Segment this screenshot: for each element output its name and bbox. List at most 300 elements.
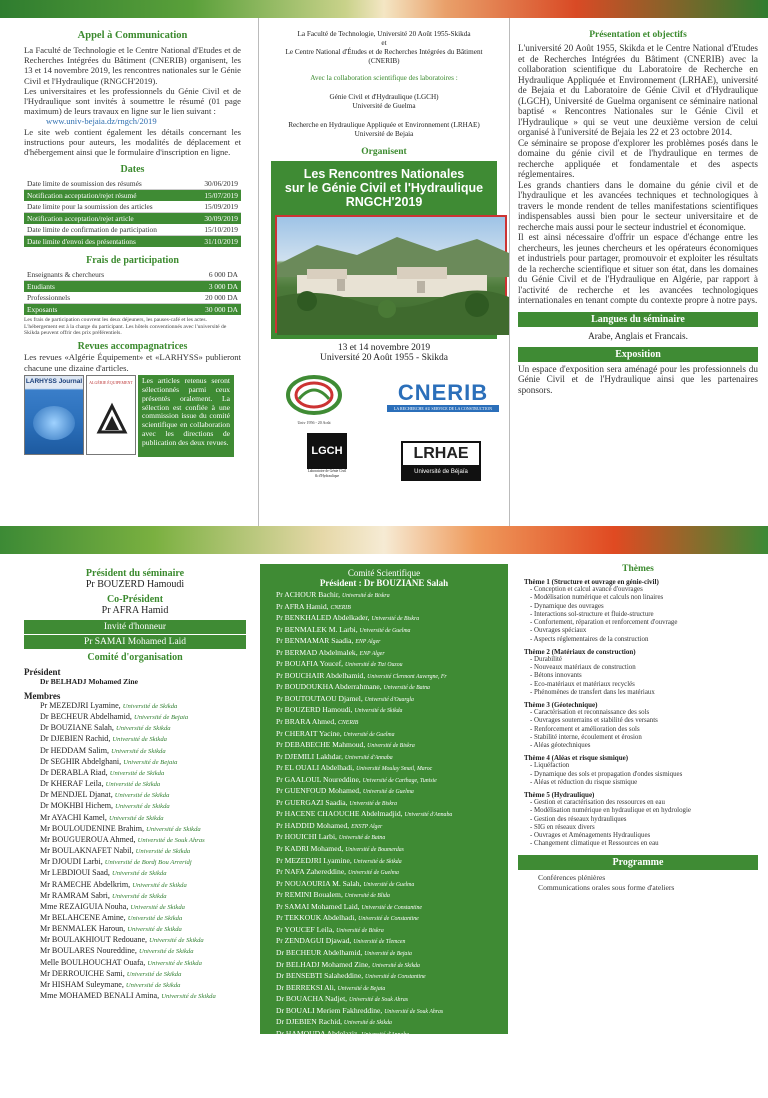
- theme-item-label: Ouvrages souterrains et stabilité des versants: [534, 717, 658, 725]
- collaboration-label: Avec la collaboration scientifique des laboratoires :: [310, 74, 458, 82]
- lab-2: Recherche en Hydraulique Appliquée et Environnement (LRHAE): [288, 121, 480, 129]
- theme-item-label: Phénomènes de transfert dans les matériaux: [534, 688, 655, 696]
- list-item: [260, 902, 508, 914]
- member-name: Mr RAMECHE Abdelkrim,: [40, 879, 131, 889]
- theme-item-label: Modélisation numérique en hydraulique et en hydrologie: [534, 807, 691, 815]
- theme-item: - Interactions sol-structure et fluide-structure: [530, 610, 654, 618]
- scientific-member-name: Pr BRARA Ahmed,: [276, 717, 337, 727]
- dates-row: [24, 236, 241, 248]
- list-item: [40, 969, 246, 980]
- scientific-member-university: Université de Biskra: [336, 927, 384, 934]
- scientific-member-name: Pr YOUCEF Leila,: [276, 924, 335, 934]
- scientific-member-name: Pr AFRA Hamid,: [276, 601, 329, 611]
- partner-logos: [271, 369, 497, 489]
- list-item: [40, 902, 246, 913]
- list-item: [40, 813, 246, 824]
- larhyss-cover-image: [33, 406, 75, 440]
- date-label: Notification acceptation/rejet article: [24, 213, 192, 225]
- member-name: Mr BENMALEK Haroun,: [40, 924, 126, 934]
- organization-committee-panel: [0, 554, 256, 1024]
- theme-item-label: Interactions sol-structure et fluide-structure: [534, 610, 654, 618]
- scientific-member-university: Université d'Annaba: [361, 1031, 409, 1038]
- list-item: [40, 935, 246, 946]
- member-university: Université de Skikda: [149, 937, 204, 945]
- scientific-member-name: Pr BOUAFIA Youcef,: [276, 659, 344, 669]
- list-item: [260, 740, 508, 752]
- scientific-member-university: Université de Boumerdas: [345, 847, 404, 854]
- theme-item-label: Ouvrages spéciaux: [534, 627, 587, 635]
- date-value: 15/09/2019: [192, 201, 241, 213]
- member-name: Mr DJOUDI Larbi,: [40, 857, 103, 867]
- theme-item: - Liquéfaction: [530, 762, 570, 770]
- scientific-member-name: Pr BENMAMAR Saadia,: [276, 636, 354, 646]
- exhibition-text: Un espace d'exposition sera aménagé pour les professionnels du Génie Civil et de l'Hydraulique ainsi que les partenaires sponsors.: [518, 363, 758, 395]
- scientific-member-university: Université de Guelma: [362, 789, 414, 796]
- scientific-member-name: Pr MEZEDJRI Lyamine,: [276, 855, 352, 865]
- theme-item: - Modélisation numérique en hydraulique et en hydrologie: [530, 807, 691, 815]
- member-university: Université de Bejaia: [133, 714, 189, 722]
- call-paragraph-3: Le site web contient également les détails concernant les instructions pour auteurs, les modalités de déplacement et d'hébergement ainsi que le formulaire d'inscription en ligne.: [24, 126, 241, 158]
- list-item: [260, 786, 508, 798]
- list-item: [40, 958, 246, 969]
- algerie-equipement-title: ALGÉRIE ÉQUIPEMENT: [89, 379, 133, 385]
- scientific-member-university: Université de Biskra: [367, 743, 415, 750]
- presentation-p3: Les grands chantiers dans le domaine du génie civil et de l'hydraulique et les avancées techniques et technologiques à travers le monde rendent de telles manifestations scientifiques indispensables aussi bien pour le secteur universitaire et de recherche mais aussi pour le secteur industriel et économique.: [518, 179, 758, 232]
- fees-row: [24, 292, 241, 304]
- scientific-member-name: Pr DJEMILI Lakhdar,: [276, 751, 343, 761]
- date-value: 30/06/2019: [192, 178, 241, 190]
- list-item: [260, 867, 508, 879]
- member-university: Université de Skikda: [126, 970, 182, 978]
- list-item: [260, 625, 508, 637]
- member-university: Université de Skikda: [132, 881, 187, 889]
- theme-item: - Renforcement et amélioration des sols: [530, 725, 640, 733]
- member-name: Dr SEGHIR Abdelghani,: [40, 756, 122, 766]
- theme-item: - Aspects réglementaires de la construction: [530, 635, 649, 643]
- theme-item-label: Confortement, réparation et renforcement d'ouvrage: [534, 619, 678, 626]
- date-label: Notification acceptation/rejet résumé: [24, 190, 192, 202]
- list-item: [260, 821, 508, 833]
- theme-item: - SIG en réseaux divers: [530, 823, 595, 831]
- theme-item-label: Ouvrages et Aménagements Hydrauliques: [534, 832, 651, 839]
- languages-value: Arabe, Anglais et Francais.: [588, 330, 688, 341]
- list-item: [260, 1052, 508, 1064]
- theme-item-label: Aspects réglementaires de la construction: [533, 635, 649, 643]
- lab-1-university: Université de Guelma: [352, 102, 416, 110]
- fees-row: [24, 304, 241, 316]
- theme-item: - Nouveaux matériaux de construction: [530, 664, 636, 671]
- theme-item: - Ouvrages et Aménagements Hydrauliques: [530, 832, 651, 839]
- scientific-member-name: Pr BENMALEK M. Larbi,: [276, 624, 358, 634]
- member-name: Dr HEDDAM Salim,: [40, 745, 110, 755]
- list-item: [260, 890, 508, 902]
- list-item: [260, 971, 508, 983]
- member-name: Dr BECHEUR Abdelhamid,: [40, 712, 132, 722]
- university-logo: [285, 375, 343, 425]
- theme-item: - Gestion et caractérisation des ressources en eau: [530, 799, 665, 806]
- scientific-member-university: Université Clermont Auvergne, Fr: [367, 673, 447, 680]
- scientific-member-name: Dr HAMOUDA Abdelaziz,: [276, 1028, 360, 1038]
- scientific-member-name: Dr BOUALI Meriem Fakhreddine,: [276, 1005, 383, 1015]
- programme-title: Programme: [518, 855, 758, 870]
- member-university: Université de Skikda: [111, 870, 167, 878]
- theme-item-label: Gestion des réseaux hydrauliques: [534, 815, 627, 823]
- scientific-members-list: [260, 590, 508, 1098]
- member-university: Université de Skikda: [127, 914, 183, 922]
- scientific-member-university: Université de Guelma: [343, 731, 395, 738]
- event-title-box: [271, 161, 497, 339]
- fees-title: Frais de participation: [86, 255, 179, 267]
- member-university: Université de Bejaia: [123, 758, 178, 766]
- member-university: Université de Skikda: [111, 747, 166, 755]
- scientific-member-name: Pr REMINI Boualem,: [276, 890, 343, 900]
- member-university: Université de Skikda: [135, 848, 191, 856]
- list-item: [40, 768, 246, 779]
- dates-table: [24, 178, 241, 247]
- member-name: Mr DERROUICHE Sami,: [40, 968, 125, 978]
- theme-item-label: Caractérisation et reconnaissance des sols: [534, 709, 650, 716]
- scientific-member-university: Université de Skikda: [354, 708, 403, 715]
- theme-heading: Thème 2 (Matériaux de construction): [524, 647, 636, 656]
- member-university: Université de Skikda: [105, 781, 161, 789]
- member-name: Mr HISHAM Suleymane,: [40, 979, 124, 989]
- call-paragraph-2: Les universitaires et les professionnels du Génie Civil et de l'Hydraulique sont invités à soumettre le résumé (01 page maximum) de leurs travaux en ligne sur le lien suivant :: [24, 85, 241, 117]
- list-item: [260, 948, 508, 960]
- scientific-member-university: Université Moulay Smail, Maroc: [356, 766, 433, 773]
- member-university: Université de Skikda: [125, 981, 181, 989]
- theme-heading: Thème 3 (Géotechnique): [524, 701, 598, 709]
- list-item: [40, 924, 246, 935]
- list-item: [40, 701, 246, 712]
- list-item: [40, 801, 246, 812]
- scientific-member-university: Université de Batna: [383, 685, 430, 692]
- list-item: [260, 832, 508, 844]
- scientific-member-university: Université de Carthage, Tunisie: [362, 777, 437, 784]
- fee-label: Professionnels: [24, 292, 172, 304]
- list-item: [40, 712, 246, 723]
- fee-value: 6 000 DA: [172, 269, 241, 281]
- member-name: Mme MOHAMED BENALI Amina,: [40, 991, 160, 1001]
- theme-item-label: Durabilité: [534, 655, 562, 663]
- lrhae-logo-text: LRHAE: [413, 445, 469, 462]
- scientific-member-university: Université de Constantine: [365, 974, 426, 981]
- dates-title: Dates: [120, 164, 145, 176]
- list-item: [260, 1017, 508, 1029]
- scientific-member-university: Université d'Ouargla: [364, 696, 414, 703]
- theme-item: - Eco-matériaux et matériaux recyclés: [530, 680, 635, 688]
- theme-item-label: Aléas géotechniques: [533, 742, 591, 749]
- fee-value: 3 000 DA: [172, 281, 241, 293]
- list-item: [260, 1063, 508, 1075]
- triangle-logo-icon: [97, 404, 127, 434]
- list-item: [260, 983, 508, 995]
- scientific-member-university: Université de Tlemcen: [353, 939, 406, 946]
- list-item: [260, 1006, 508, 1018]
- lgch-logo-caption: Laboratoire de Génie Civil & d'Hydraulique: [307, 469, 347, 478]
- scientific-member-name: Pr ZENDAGUI Djawad,: [276, 936, 352, 946]
- presentation-title: Présentation et objectifs: [589, 30, 687, 40]
- list-item: [260, 636, 508, 648]
- copresident-title: Co-Président: [106, 594, 164, 605]
- member-university: Université de Skikda: [127, 926, 182, 934]
- scientific-member-name: Pr GUENFOUD Mohamed,: [276, 786, 362, 796]
- scientific-member-name: Dr DJEBIEN Rachid,: [276, 1017, 343, 1027]
- list-item: [260, 913, 508, 925]
- member-university: Université de Skikda: [161, 993, 216, 1001]
- member-university: Université de Bordj Bou Arreridj: [104, 859, 192, 867]
- call-paragraph-1: La Faculté de Technologie et le Centre National d'Etudes et de Recherches Intégrées du Bâtiment (CNERIB) organisent, les 13 et 14 novembre 2019, les rencontres nationales sur le Génie Civil et l'Hydraulique (RNGCH'2019).: [24, 45, 241, 86]
- dates-row: [24, 201, 241, 213]
- theme-item: - Ouvrages souterrains et stabilité des versants: [530, 717, 658, 725]
- list-item: [260, 879, 508, 891]
- members-label: Membres: [24, 691, 61, 701]
- list-item: [40, 746, 246, 757]
- scientific-member-university: Université de Souk Ahras: [349, 997, 408, 1004]
- scientific-member-university: Université de Biskra: [341, 593, 390, 599]
- scientific-member-university: Université de Batna: [338, 835, 386, 842]
- presentation-p4: Il est ainsi nécessaire d'offrir un espace d'échange entre les chercheurs, les jeunes chercheurs et les opérateurs économiques et industriels pour partager, promouvoir et exploiter les résultats de la recherche scientifique et situer son état, dans les domaines du Génie Civil et de l'Hydraulique en Algérie, par rapport à l'activité de recherche et les avancées technologiques internationales en tenant compte du contexte propre à notre pays.: [518, 232, 758, 305]
- scientific-member-university: Université de Biskra: [349, 800, 398, 807]
- theme-item-label: Renforcement et amélioration des sols: [534, 725, 640, 733]
- org-president-name: Dr BELHADJ Mohamed Zine: [40, 677, 138, 686]
- themes-list: [518, 578, 758, 849]
- theme-item-label: Modélisation numérique et calculs non linaires: [534, 594, 664, 602]
- list-item: [40, 980, 246, 991]
- scientific-member-name: Dr BOUACHA Nadjet,: [276, 994, 348, 1004]
- date-label: Date limite d'envoi des présentations: [24, 236, 192, 248]
- member-name: Mr BELAHCENE Amine,: [40, 912, 126, 922]
- organisent-label: Organisent: [361, 147, 407, 157]
- fee-value: 30 000 DA: [172, 304, 241, 316]
- list-item: [40, 734, 246, 745]
- scientific-member-name: Pr KADRI Mohamed,: [276, 844, 344, 854]
- theme-item: - Aléas et réduction du risque sismique: [530, 778, 638, 786]
- scientific-member-name: Dr LEFKIR Abdelouahab,: [276, 1063, 357, 1073]
- member-university: Université de Skikda: [147, 959, 202, 967]
- theme-item: - Caractérisation et reconnaissance des sols: [530, 709, 650, 716]
- scientific-member-university: CNERIB: [338, 720, 359, 727]
- theme-heading: Thème 1 (Structure et ouvrage en génie-civil): [524, 578, 659, 586]
- dates-row: [24, 213, 241, 225]
- member-name: Dr MENDJEL Djanat,: [40, 790, 113, 800]
- submission-link[interactable]: www.univ-bejaia.dz/rngch/2019: [46, 116, 157, 127]
- theme-item-label: Aléas et réduction du risque sismique: [533, 778, 638, 786]
- scientific-member-university: CGS Alger: [365, 1089, 391, 1096]
- list-item: [260, 994, 508, 1006]
- top-gradient-bar: [0, 0, 768, 18]
- dates-row: [24, 178, 241, 190]
- scientific-committee-panel: [258, 554, 510, 1096]
- list-item: [260, 613, 508, 625]
- algerie-equipement-cover: [86, 375, 136, 455]
- scientific-committee-president: Président : Dr BOUZIANE Salah: [319, 578, 449, 588]
- list-item: [40, 946, 246, 957]
- scientific-member-university: ENP Alger: [359, 650, 385, 657]
- fee-value: 20 000 DA: [172, 292, 241, 304]
- lab-1: Génie Civil et d'Hydraulique (LGCH): [329, 93, 439, 101]
- list-item: [260, 775, 508, 787]
- member-university: Université de Skikda: [114, 792, 170, 800]
- member-name: Pr MEZEDJRI Lyamine,: [40, 701, 121, 710]
- scientific-member-university: Université de Constantine: [361, 904, 422, 911]
- lab-2-university: Université de Bejaia: [354, 130, 414, 138]
- scientific-member-name: Dr BENSEBTI Salaheddine,: [276, 971, 364, 981]
- fee-label: Exposants: [24, 304, 172, 316]
- journals-text: Les revues «Algérie Équipement» et «LARHYSS» publieront chacune une dizaine d'articles.: [24, 352, 241, 373]
- organizer-and: et: [381, 39, 387, 47]
- date-value: 15/07/2019: [192, 190, 241, 202]
- cnerib-logo: [387, 381, 499, 415]
- list-item: [260, 752, 508, 764]
- scientific-member-university: Université d'Annaba: [344, 754, 393, 761]
- theme-item: - Changement climatique et Ressources en eau: [530, 840, 659, 848]
- list-item: [260, 809, 508, 821]
- member-name: Dr DJEBIEN Rachid,: [40, 734, 111, 744]
- scientific-member-university: Université de Biskra: [371, 616, 420, 623]
- scientific-member-name: Pr CHERAIT Yacine,: [276, 728, 342, 738]
- scientific-member-university: Université de Tizi Ouzou: [345, 662, 403, 669]
- scientific-member-university: Université de Bejaia: [337, 985, 386, 992]
- member-university: Université de Skikda: [115, 803, 170, 811]
- list-item: [40, 991, 246, 1002]
- middle-gradient-bar: [0, 526, 768, 554]
- scientific-member-name: Dr BERREKSI Ali,: [276, 982, 336, 992]
- list-item: [40, 824, 246, 835]
- theme-item: - Conception et calcul avancé d'ouvrages: [530, 586, 643, 593]
- list-item: [40, 723, 246, 734]
- scientific-member-name: Pr HADDID Mohamed,: [276, 820, 350, 830]
- member-university: Université de Skikda: [122, 703, 178, 710]
- themes-panel: [512, 554, 768, 1024]
- list-item: [40, 835, 246, 846]
- list-item: [260, 844, 508, 856]
- list-item: [260, 590, 508, 602]
- member-university: Université de Skikda: [146, 825, 201, 833]
- member-name: Dr KHERAF Leila,: [40, 779, 104, 789]
- scientific-member-name: Pr BOUDOUKHA Abderrahmane,: [276, 682, 382, 692]
- programme-item: Conférences plénières: [538, 872, 606, 882]
- seminar-president-title: Président du séminaire: [85, 568, 185, 579]
- scientific-member-name: Pr ACHOUR Bachir,: [276, 590, 341, 599]
- theme-item: - Bétons innovants: [530, 672, 582, 680]
- member-name: Mr AYACHI Kamel,: [40, 812, 107, 822]
- list-item: [260, 936, 508, 948]
- scientific-member-university: Université d'El-Oued: [351, 1054, 401, 1061]
- list-item: [40, 868, 246, 879]
- scientific-member-name: Pr GUERGAZI Saadia,: [276, 797, 348, 807]
- fees-row: [24, 281, 241, 293]
- theme-heading: Thème 4 (Aléas et risque sismique): [524, 754, 629, 763]
- theme-item-label: Bétons innovants: [534, 672, 582, 680]
- theme-item: - Stabilité interne, écoulement et érosion: [530, 733, 642, 741]
- campus-photo: [275, 215, 507, 333]
- list-item: [260, 659, 508, 671]
- member-university: Université de Souk Ahras: [137, 836, 205, 844]
- date-label: Date limite pour la soumission des articles: [24, 201, 192, 213]
- call-for-papers-panel: [0, 18, 255, 526]
- list-item: [40, 790, 246, 801]
- scientific-member-name: Pr NOUAOURIA M. Salah,: [276, 878, 362, 888]
- theme-item-label: SIG en réseaux divers: [534, 823, 595, 831]
- cnerib-logo-text: CNERIB: [397, 380, 489, 405]
- org-president-label: Président: [24, 667, 61, 677]
- date-label: Date limite de soumission des résumés: [24, 178, 192, 190]
- theme-item-label: Stabilité interne, écoulement et érosion: [534, 733, 642, 741]
- guest-of-honour-name: Pr SAMAI Mohamed Laid: [24, 635, 246, 649]
- scientific-member-name: Dr MEZOUAR Noureddine,: [276, 1086, 364, 1096]
- scientific-member-name: Pr BOUTOUTAOU Djamel,: [276, 693, 363, 703]
- theme-item: - Modélisation numérique et calculs non linaires: [530, 594, 664, 602]
- theme-heading: Thème 5 (Hydraulique): [524, 791, 595, 799]
- lgch-logo: [307, 433, 347, 483]
- languages-title: Langues du séminaire: [518, 312, 758, 327]
- list-item: [260, 798, 508, 810]
- list-item: [260, 1029, 508, 1041]
- organizing-committee-title: Comité d'organisation: [87, 652, 183, 663]
- member-name: Mr BOULOUDENINE Brahim,: [40, 823, 145, 833]
- member-name: Dr DERABLA Riad,: [40, 767, 108, 777]
- scientific-member-university: Université de Guelma: [363, 881, 415, 888]
- fees-row: [24, 269, 241, 281]
- scientific-member-university: Université de Guelma: [348, 870, 399, 877]
- scientific-member-name: Pr BOUCHAIR Abdelhamid,: [276, 670, 366, 680]
- university-logo-caption: Univ 1956 - 20 Août: [297, 420, 331, 425]
- member-name: Mr RAMRAM Sabri,: [40, 890, 110, 900]
- list-item: [260, 694, 508, 706]
- member-name: Mr BOULAKNAFET Nabil,: [40, 846, 134, 856]
- list-item: [40, 757, 246, 768]
- event-place: Université 20 Août 1955 - Skikda: [320, 353, 448, 363]
- scientific-member-name: Dr KHECHANA Salim,: [276, 1051, 350, 1061]
- scientific-member-name: Pr BOUZERD Hamoudi,: [276, 705, 353, 715]
- scientific-member-university: CNERIB: [330, 604, 351, 611]
- theme-item: - Aléas géotechniques: [530, 742, 591, 749]
- theme-item: - Confortement, réparation et renforcement d'ouvrage: [530, 619, 678, 626]
- list-item: [260, 705, 508, 717]
- member-name: Mr BOUGUEROUA Ahmed,: [40, 834, 136, 844]
- list-item: [260, 1040, 508, 1052]
- cover-panel: [258, 18, 510, 526]
- theme-item: - Dynamique des ouvrages: [530, 602, 604, 610]
- programme-list: [518, 873, 758, 893]
- theme-item: - Phénomènes de transfert dans les matériaux: [530, 688, 655, 696]
- journals-title: Revues accompagnatrices: [77, 341, 188, 353]
- theme-item-label: Dynamique des ouvrages: [534, 602, 604, 610]
- scientific-member-university: Université de Skikda: [353, 858, 402, 865]
- campus-photo-image: [277, 217, 509, 335]
- list-item: [260, 729, 508, 741]
- list-item: [40, 880, 246, 891]
- theme-item-label: Nouveaux matériaux de construction: [534, 664, 636, 671]
- member-name: Melle BOULHOUCHAT Ouafa,: [40, 957, 146, 967]
- scientific-member-university: Université de Guelma: [359, 627, 411, 634]
- university-logo-icon: [285, 375, 343, 415]
- scientific-member-university: Université de Blida: [344, 893, 390, 900]
- larhyss-cover: [24, 375, 84, 455]
- member-name: Dr MOKHBI Hichem,: [40, 801, 114, 811]
- list-item: [260, 1075, 508, 1087]
- list-item: [40, 846, 246, 857]
- theme-item: - Durabilité: [530, 655, 562, 663]
- list-item: [260, 682, 508, 694]
- scientific-member-university: ENSTP Alger: [358, 1066, 390, 1073]
- member-university: Université de Skikda: [112, 736, 167, 744]
- larhyss-cover-title: LARHYSS Journal: [25, 377, 83, 385]
- date-value: 30/09/2019: [192, 213, 241, 225]
- fees-note: Les frais de participation couvrent les deux déjeuners, les pauses-café et les actes. L'hébergement est à la charge du participant. Les hôtels conventionnés avec l'université de Skikda peuvent offrir des prix préférentiels.: [24, 317, 227, 337]
- theme-item-label: Gestion et caractérisation des ressources en eau: [534, 799, 665, 806]
- event-title-line-1: Les Rencontres Nationales: [303, 167, 465, 181]
